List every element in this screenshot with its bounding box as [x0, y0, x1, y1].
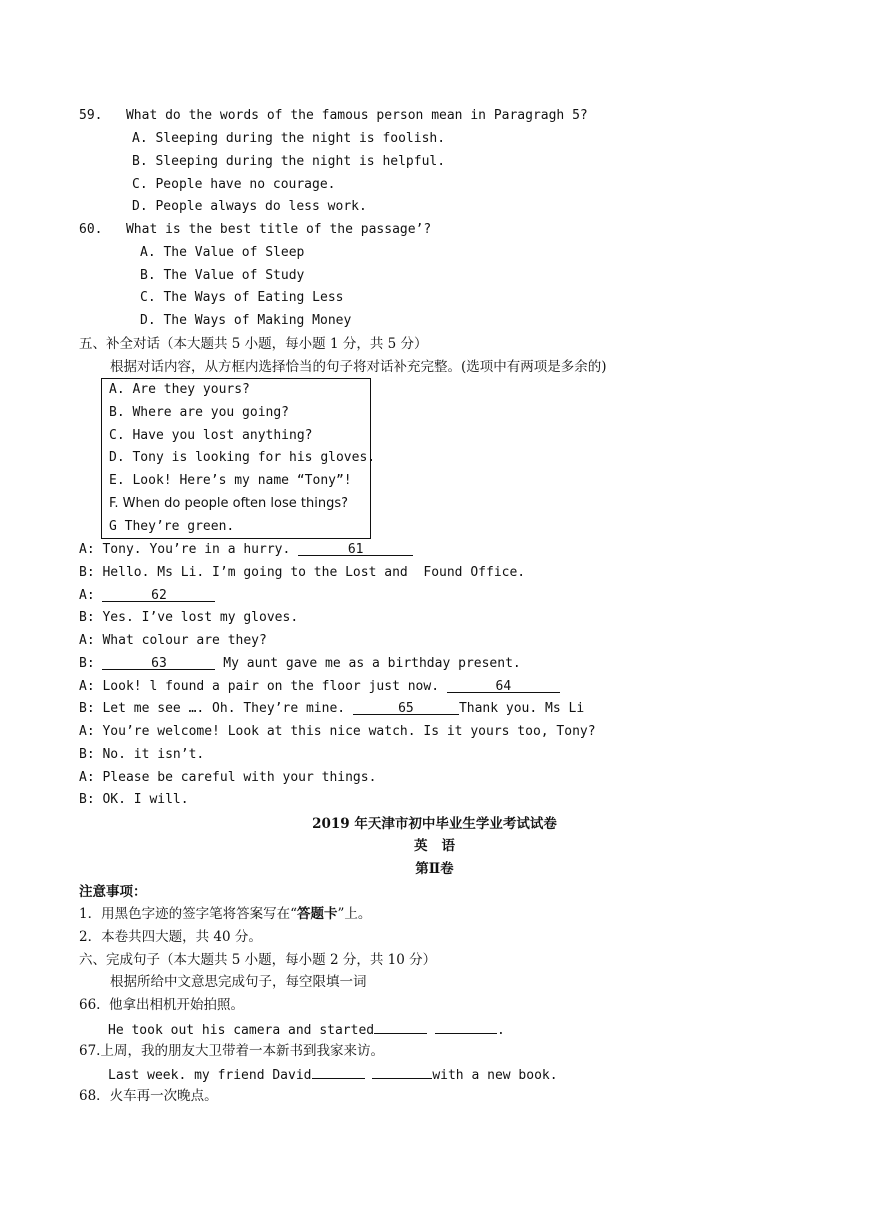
choice-f: F. When do people often lose things?	[109, 496, 349, 511]
dialogue-line-5: A: What colour are they?	[79, 633, 267, 648]
q67-chinese: 67.上周，我的朋友大卫带着一本新书到我家来访。	[79, 1043, 384, 1059]
dialogue-text: A: Look! l found a pair on the floor just now.	[79, 679, 447, 694]
dialogue-text: Thank you. Ms Li	[458, 701, 585, 716]
blank-65[interactable]: 65	[353, 700, 459, 715]
dialogue-text: B:	[79, 656, 103, 671]
dialogue-text: A: Tony. You’re in a hurry.	[79, 542, 299, 557]
section6-heading: 六、完成句子（本大题共 5 小题，每小题 2 分，共 10 分）	[79, 952, 437, 968]
q60-option-c: C. The Ways of Eating Less	[140, 290, 344, 305]
q66-chinese: 66. 他拿出相机开始拍照。	[79, 997, 245, 1013]
dialogue-line-9: A: You’re welcome! Look at this nice watch. Is it yours too, Tony?	[79, 724, 596, 739]
blank-64[interactable]: 64	[447, 678, 560, 693]
q59-option-b: B. Sleeping during the night is helpful.	[132, 154, 446, 169]
dialogue-line-6	[79, 655, 521, 673]
notice-heading: 注意事项：	[79, 884, 147, 900]
q60-option-a: A. The Value of Sleep	[140, 245, 305, 260]
blank-62[interactable]: 62	[102, 587, 215, 602]
exam-volume: 第Ⅱ卷	[415, 861, 454, 877]
blank-61[interactable]: 61	[298, 541, 413, 556]
q68-chinese: 68．火车再一次晚点。	[79, 1088, 218, 1104]
dialogue-line-1	[79, 541, 413, 559]
q59-stem: 59. What do the words of the famous person mean in Paragragh 5?	[79, 108, 588, 123]
choice-e: E. Look! Here’s my name “Tony”!	[109, 473, 352, 488]
q59-option-a: A. Sleeping during the night is foolish.	[132, 131, 446, 146]
q66-period: .	[496, 1023, 505, 1038]
q67-period: .	[549, 1068, 558, 1083]
q67-blank-2[interactable]	[372, 1064, 432, 1079]
dialogue-text: A:	[79, 588, 103, 603]
dialogue-line-4: B: Yes. I’ve lost my gloves.	[79, 610, 299, 625]
dialogue-line-12: B: OK. I will.	[79, 792, 189, 807]
q67-text: with a new book	[432, 1068, 550, 1083]
choice-d: D. Tony is looking for his gloves.	[109, 450, 376, 465]
dialogue-text: My aunt gave me as a birthday present.	[215, 656, 521, 671]
dialogue-line-8	[79, 700, 584, 718]
section5-heading: 五、补全对话（本大题共 5 小题，每小题 1 分，共 5 分）	[79, 336, 428, 352]
notice-1	[79, 905, 371, 923]
q67-english	[108, 1064, 558, 1085]
answer-card-label: 答题卡	[297, 906, 338, 922]
q66-text: He took out his camera and started	[108, 1023, 375, 1038]
dialogue-line-3	[79, 587, 215, 605]
dialogue-line-2: B: Hello. Ms Li. I’m going to the Lost and Found Office.	[79, 565, 526, 580]
section5-instruction: 根据对话内容，从方框内选择恰当的句子将对话补充完整。(选项中有两项是多余的)	[110, 359, 607, 375]
notice-text: 1．用黑色字迹的签字笔将答案写在“	[79, 906, 297, 922]
dialogue-line-11: A: Please be careful with your things.	[79, 770, 377, 785]
dialogue-line-10: B: No. it isn’t.	[79, 747, 205, 762]
choice-b: B. Where are you going?	[109, 405, 290, 420]
choice-c: C. Have you lost anything?	[109, 428, 313, 443]
q66-blank-1[interactable]	[374, 1019, 427, 1034]
notice-text: ”上。	[337, 906, 372, 922]
choice-a: A. Are they yours?	[109, 382, 250, 397]
dialogue-text: B: Let me see …. Oh. They’re mine.	[79, 701, 353, 716]
q59-option-c: C. People have no courage.	[132, 177, 336, 192]
notice-2: 2．本卷共四大题，共 40 分。	[79, 929, 262, 945]
q60-stem: 60. What is the best title of the passage’?	[79, 222, 432, 237]
q66-english	[108, 1019, 505, 1040]
section6-instruction: 根据所给中文意思完成句子，每空限填一词	[110, 974, 367, 990]
q60-option-b: B. The Value of Study	[140, 268, 305, 283]
q67-text: Last week. my friend David	[108, 1068, 312, 1083]
blank-63[interactable]: 63	[102, 655, 215, 670]
choice-g: G They’re green.	[109, 519, 235, 534]
exam-title: 2019 年天津市初中毕业生学业考试试卷	[312, 816, 557, 832]
q67-blank-1[interactable]	[312, 1064, 365, 1079]
q66-blank-2[interactable]	[435, 1019, 497, 1034]
dialogue-line-7	[79, 678, 560, 696]
q59-option-d: D. People always do less work.	[132, 199, 367, 214]
q60-option-d: D. The Ways of Making Money	[140, 313, 352, 328]
exam-subject: 英 语	[413, 838, 456, 854]
